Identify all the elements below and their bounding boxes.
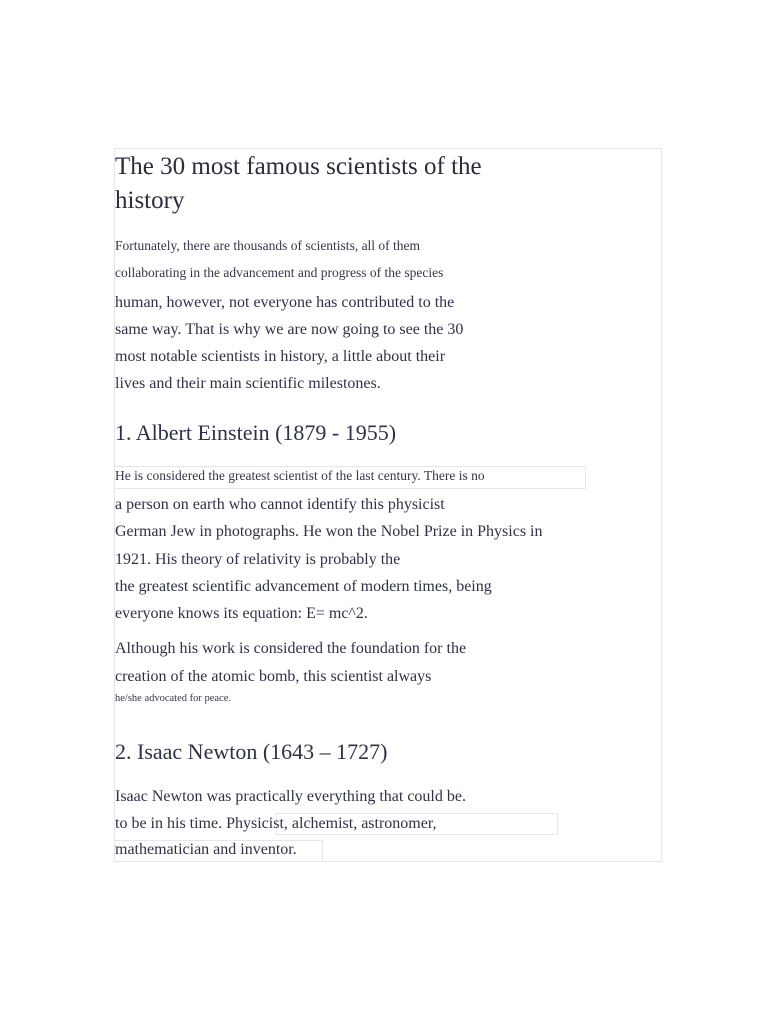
intro-small-line-2: collaborating in the advancement and progress of the species	[115, 265, 444, 280]
einstein-line-5: everyone knows its equation: E= mc^2.	[115, 605, 368, 622]
einstein-line-6: Although his work is considered the foundation for the	[115, 640, 467, 657]
einstein-tiny-line: he/she advocated for peace.	[115, 693, 232, 704]
newton-line-3: mathematician and inventor.	[115, 841, 297, 858]
section-heading-newton: 2. Isaac Newton (1643 – 1727)	[115, 739, 388, 764]
intro-line-1: human, however, not everyone has contributed to the	[115, 294, 455, 311]
einstein-line-1: a person on earth who cannot identify this physicist	[115, 496, 445, 513]
newton-line-1: Isaac Newton was practically everything that could be.	[115, 788, 466, 805]
page-title-line-1: The 30 most famous scientists of the	[115, 153, 482, 180]
intro-line-4: lives and their main scientific milestones.	[115, 375, 381, 392]
einstein-small-line: He is considered the greatest scientist of the last century. There is no	[115, 468, 485, 483]
einstein-line-7: creation of the atomic bomb, this scientist always	[115, 668, 432, 685]
page-title-line-2: history	[115, 187, 185, 214]
einstein-line-3: 1921. His theory of relativity is probably the	[115, 551, 401, 568]
section-heading-einstein: 1. Albert Einstein (1879 - 1955)	[115, 420, 397, 445]
intro-line-2: same way. That is why we are now going to see the 30	[115, 321, 464, 338]
newton-line-2: to be in his time. Physicist, alchemist, astronomer,	[115, 815, 437, 832]
intro-line-3: most notable scientists in history, a little about their	[115, 348, 446, 365]
einstein-line-2: German Jew in photographs. He won the Nobel Prize in Physics in	[115, 523, 543, 540]
einstein-line-4: the greatest scientific advancement of modern times, being	[115, 578, 492, 595]
intro-small-line-1: Fortunately, there are thousands of scientists, all of them	[115, 238, 421, 253]
